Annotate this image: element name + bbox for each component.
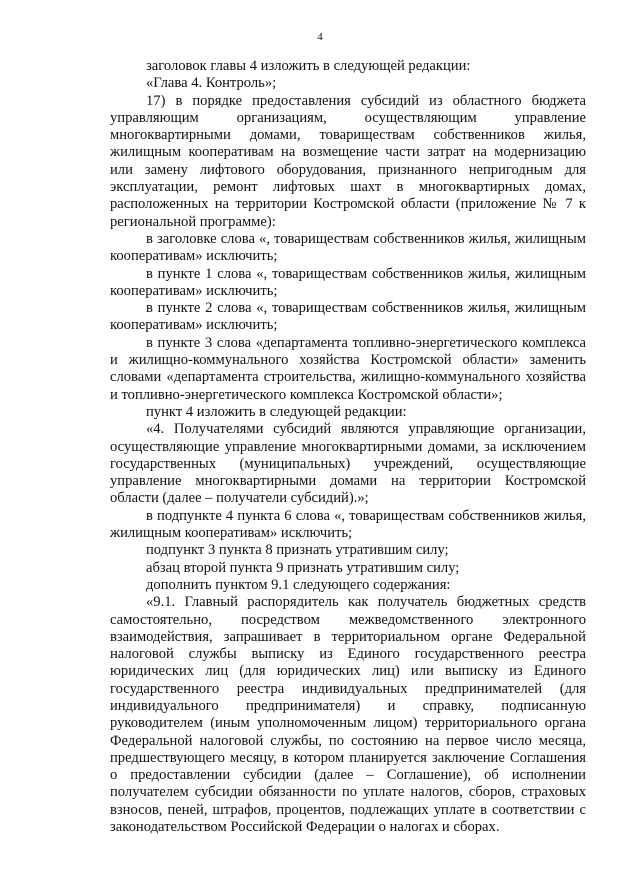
paragraph-point-3-amendment: в пункте 3 слова «департамента топливно-энергетического комплекса и жилищно-коммунального хозяйства Костромской области» заменить словами «департамента строительства, жилищно-коммунального хозяйства и топливно-энергетического комплекса Костромской области»; [110, 334, 586, 403]
paragraph-chapter-heading-instruction: заголовок главы 4 изложить в следующей редакции: [146, 58, 471, 74]
paragraph-point-6-amendment: в подпункте 4 пункта 6 слова «, товариществам собственников жилья, жилищным кооперативам» исключить; [110, 507, 586, 542]
paragraph-point-9-1-text: «9.1. Главный распорядитель как получатель бюджетных средств самостоятельно, посредством межведомственного электронного взаимодействия, запрашивает в территориальном органе Федеральной налоговой службы выписку из Единого государственного реестра юридических лиц (для юридических лиц) или выписку из Единого государственного реестра индивидуальных предпринимателей (для индивидуального предпринимателя) и справку, подписанную руководителем (иным уполномоченным лицом) территориального органа Федеральной налоговой службы, по состоянию на первое число месяца, предшествующего месяцу, в котором планируется заключение Соглашения о предоставлении субсидии (далее – Соглашение), об исполнении получателем субсидии обязанности по уплате налогов, сборов, страховых взносов, пеней, штрафов, процентов, подлежащих уплате в соответствии с законодательством Российской Федерации о налогах и сборах. [110, 594, 586, 836]
paragraph-point-8-repeal: подпункт 3 пункта 8 признать утратившим силу; [146, 542, 449, 559]
paragraph-point-1-amendment: в пункте 1 слова «, товариществам собственников жилья, жилищным кооперативам» исключить; [110, 265, 586, 299]
paragraph-heading-amendment: в заголовке слова «, товариществам собственников жилья, жилищным кооперативам» исключить; [110, 230, 586, 265]
page-number: 4 [317, 31, 323, 43]
paragraph-point-4-text: «4. Получателями субсидий являются управляющие организации, осуществляющие управление многоквартирными домами, за исключением государственных (муниципальных) учреждений, осуществляющие управление многоквартирными домами на территории Костромской области (далее – получатели субсидий).»; [110, 421, 586, 507]
paragraph-chapter-title: «Глава 4. Контроль»; [146, 75, 277, 92]
paragraph-point-4-instruction: пункт 4 изложить в следующей редакции: [146, 403, 407, 420]
paragraph-item-17: 17) в порядке предоставления субсидий из областного бюджета управляющим организациям, осуществляющим управление многоквартирными домами, товариществам собственников жилья, жилищным кооперативам на возмещение части затрат на модернизацию или замену лифтового оборудования, признанного непригодным для эксплуатации, ремонт лифтовых шахт в многоквартирных домах, расположенных на территории Костромской области (приложение № 7 к региональной программе): [110, 92, 586, 230]
paragraph-point-9-1-instruction: дополнить пунктом 9.1 следующего содержания: [146, 576, 451, 593]
paragraph-point-9-repeal: абзац второй пункта 9 признать утратившим силу; [146, 559, 460, 576]
document-body [110, 58, 586, 836]
paragraph-point-2-amendment: в пункте 2 слова «, товариществам собственников жилья, жилищным кооперативам» исключить; [110, 300, 586, 334]
